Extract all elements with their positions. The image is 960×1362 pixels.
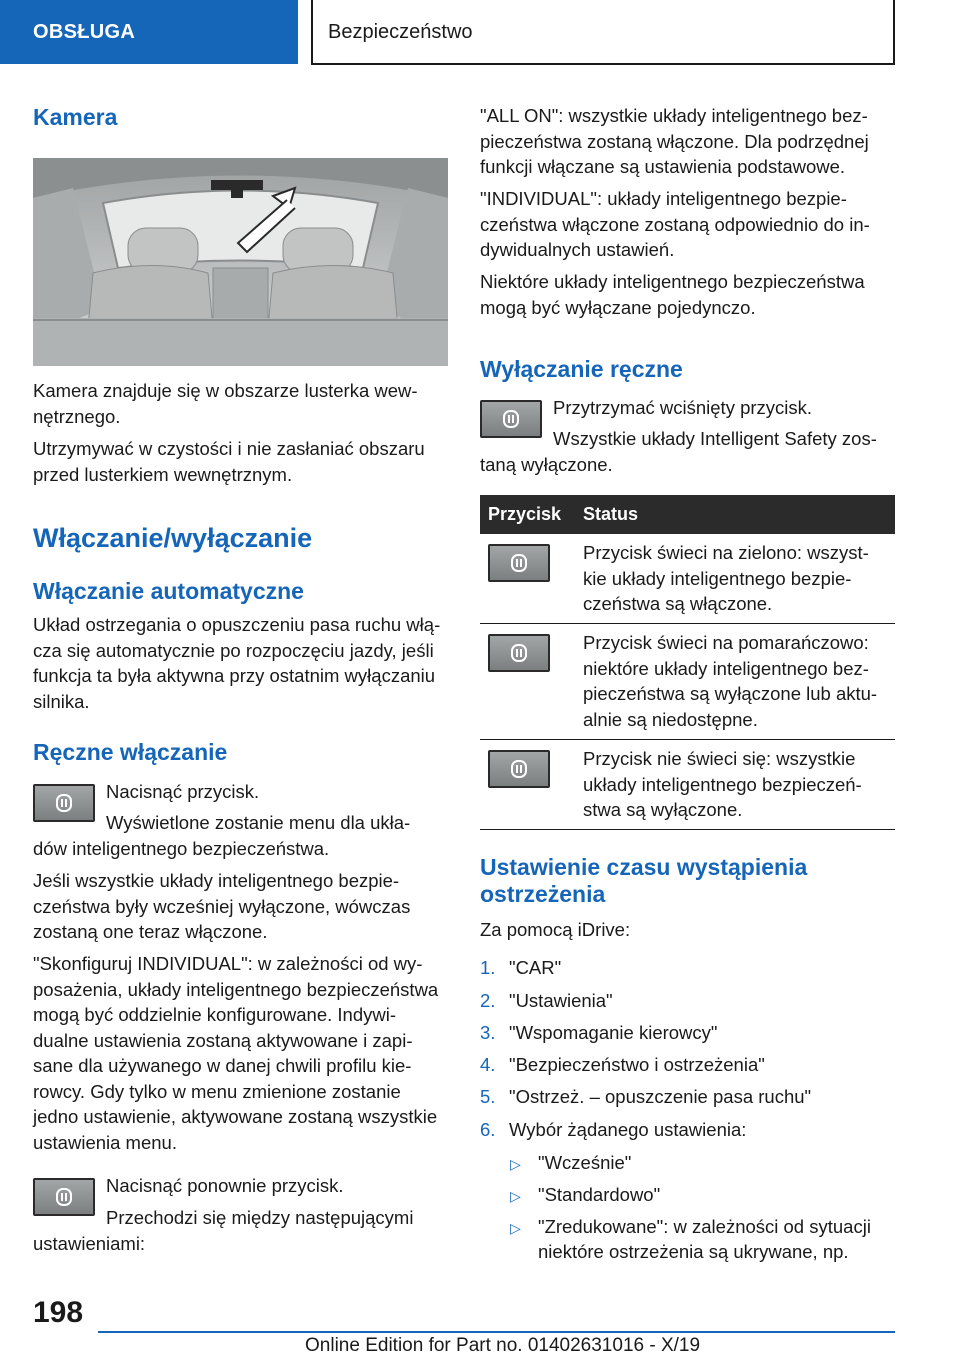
text-line: ustawienia menu.	[33, 1131, 177, 1153]
text-line: czeństwa włączone zostaną odpowiednio do in-	[480, 213, 870, 235]
bullet-triangle-icon: ▷	[510, 1156, 521, 1172]
page-number: 198	[33, 1296, 84, 1329]
onoff-heading: Włączanie/wyłączanie	[33, 523, 313, 553]
text-line: cza się automatycznie po rozpoczęciu jazdy, jeśli	[33, 639, 434, 661]
table-row	[480, 624, 895, 740]
status-cell	[583, 540, 888, 617]
all-on-text	[480, 103, 869, 180]
manual-heading: Ręczne włączanie	[33, 739, 228, 765]
text-line: dywidualnych ustawień.	[480, 239, 675, 260]
text-line: jedno ustawienie, aktywowane zostaną wszystkie	[33, 1106, 438, 1127]
text-line: mogą być oddzielnie konfigurowane. Indywi-	[33, 1004, 397, 1025]
list-number: 1.	[480, 957, 496, 978]
camera-heading: Kamera	[33, 104, 118, 130]
list-text: "Ostrzeż. – opuszczenie pasa ruchu"	[509, 1086, 812, 1107]
list-text: "Wcześnie"	[538, 1152, 632, 1173]
list-text: "Zredukowane": w zależności od sytuacji	[538, 1216, 871, 1237]
bullet-triangle-icon: ▷	[510, 1188, 521, 1204]
text-line: ustawieniami:	[33, 1232, 146, 1254]
hold-button-text: Przytrzymać wciśnięty przycisk.	[553, 397, 813, 418]
text-line: dów inteligentnego bezpieczeństwa.	[33, 837, 330, 859]
text-line: funkcja ta była aktywna przy ostatnim wyłączaniu	[33, 665, 436, 686]
button-off-icon	[488, 750, 550, 788]
warning-time-heading	[480, 854, 807, 908]
auto-text	[33, 612, 440, 714]
list-number: 6.	[480, 1119, 496, 1140]
text-line: rowcy. Gdy tylko w menu zmienione zostanie	[33, 1080, 401, 1102]
text-line: silnika.	[33, 690, 90, 712]
text-line: Wyświetlone zostanie menu dla ukła-	[106, 812, 411, 833]
list-text: "Standardowo"	[538, 1184, 661, 1205]
text-line: Utrzymywać w czystości i nie zasłaniać obszaru	[33, 438, 425, 459]
text-line: posażenia, układy inteligentnego bezpieczeństwa	[33, 978, 439, 1000]
status-cell	[583, 746, 888, 823]
text-line: Przycisk świeci na pomarańczowo:	[583, 632, 869, 653]
list-text: niektóre ostrzeżenia są ukrywane, np.	[538, 1241, 849, 1262]
menu-shown-text	[33, 810, 448, 861]
text-line: przed lusterkiem wewnętrznym.	[33, 463, 293, 485]
text-line: mogą być wyłączane pojedynczo.	[480, 296, 756, 318]
individual-text	[480, 186, 870, 263]
text-line: Przechodzi się między następującymi	[106, 1207, 414, 1228]
table-header	[480, 495, 895, 534]
header-divider-right	[893, 0, 895, 64]
list-number: 4.	[480, 1054, 496, 1075]
text-line: czeństwa były wcześniej wyłączone, wówczas	[33, 895, 411, 917]
text-line: czeństwa są włączone.	[583, 593, 773, 614]
text-line: kie układy inteligentnego bezpie-	[583, 567, 852, 589]
all-off-text	[480, 426, 877, 477]
text-line: stwa są wyłączone.	[583, 799, 743, 820]
text-line: Kamera znajduje się w obszarze lusterka wew-	[33, 380, 418, 401]
table-row	[480, 534, 895, 624]
camera-photo	[33, 158, 448, 366]
via-idrive-text: Za pomocą iDrive:	[480, 919, 631, 940]
col-header-status: Status	[583, 504, 639, 524]
text-line: alnie są niedostępne.	[583, 708, 758, 730]
configure-text	[33, 951, 438, 1155]
text-line: nętrznego.	[33, 405, 121, 427]
text-line: Jeśli wszystkie układy inteligentnego bezpie-	[33, 870, 400, 891]
if-all-off-text	[33, 868, 410, 945]
text-line: "ALL ON": wszystkie układy inteligentnego bez-	[480, 105, 868, 126]
list-number: 5.	[480, 1086, 496, 1107]
switches-text	[33, 1205, 413, 1256]
text-line: "INDIVIDUAL": układy inteligentnego bezpie-	[480, 188, 847, 209]
list-number: 2.	[480, 990, 496, 1011]
button-orange-icon	[488, 634, 550, 672]
section-label: OBSŁUGA	[33, 20, 136, 43]
text-line: taną wyłączone.	[480, 453, 613, 475]
text-line: Układ ostrzegania o opuszczeniu pasa ruchu włą-	[33, 614, 441, 635]
press-again-text: Nacisnąć ponownie przycisk.	[106, 1175, 344, 1196]
car-interior-illustration	[33, 158, 448, 366]
button-status-table	[480, 495, 895, 830]
text-line: pieczeństwa są wyłączone lub aktu-	[583, 683, 878, 704]
footer-rule	[98, 1331, 895, 1333]
text-line: Przycisk nie świeci się: wszystkie	[583, 748, 856, 769]
camera-text-1	[33, 378, 418, 429]
some-systems-text	[480, 269, 865, 320]
list-text: "CAR"	[509, 957, 562, 978]
text-line: Niektóre układy inteligentnego bezpieczeństwa	[480, 271, 865, 292]
list-text: "Wspomaganie kierowcy"	[509, 1022, 718, 1043]
press-button-text: Nacisnąć przycisk.	[106, 781, 260, 802]
header-divider-left	[311, 0, 313, 64]
text-line: funkcji włączane są ustawienia podstawowe.	[480, 156, 846, 177]
heading-line: Ustawienie czasu wystąpienia	[480, 854, 808, 880]
auto-heading: Włączanie automatyczne	[33, 578, 304, 604]
list-number: 3.	[480, 1022, 496, 1043]
col-header-button: Przycisk	[488, 504, 562, 524]
text-line: pieczeństwa zostaną włączone. Dla podrzędnej	[480, 130, 869, 152]
text-line: Przycisk świeci na zielono: wszyst-	[583, 542, 869, 563]
status-cell	[583, 630, 888, 732]
text-line: sane dla używanego w danej chwili profilu kie-	[33, 1055, 412, 1076]
text-line: zostaną one teraz włączone.	[33, 921, 268, 942]
table-row	[480, 740, 895, 830]
text-line: niektóre układy inteligentnego bez-	[583, 657, 869, 679]
text-line: dualne ustawienia zostaną aktywowane i zapi-	[33, 1029, 413, 1051]
list-text: "Ustawienia"	[509, 990, 613, 1011]
edition-text: Online Edition for Part no. 01402631016 - X/19	[305, 1335, 701, 1356]
camera-text-2	[33, 436, 425, 487]
button-green-icon	[488, 544, 550, 582]
chapter-title: Bezpieczeństwo	[328, 20, 473, 43]
section-tab	[0, 0, 298, 64]
list-text: "Bezpieczeństwo i ostrzeżenia"	[509, 1054, 765, 1075]
text-line: "Skonfiguruj INDIVIDUAL": w zależności od wy-	[33, 953, 423, 974]
heading-line: ostrzeżenia	[480, 881, 606, 907]
manual-off-heading: Wyłączanie ręczne	[480, 356, 683, 382]
text-line: układy inteligentnego bezpieczeń-	[583, 773, 862, 795]
list-text: Wybór żądanego ustawienia:	[509, 1119, 747, 1140]
bullet-triangle-icon: ▷	[510, 1220, 521, 1236]
text-line: Wszystkie układy Intelligent Safety zos-	[553, 428, 877, 449]
